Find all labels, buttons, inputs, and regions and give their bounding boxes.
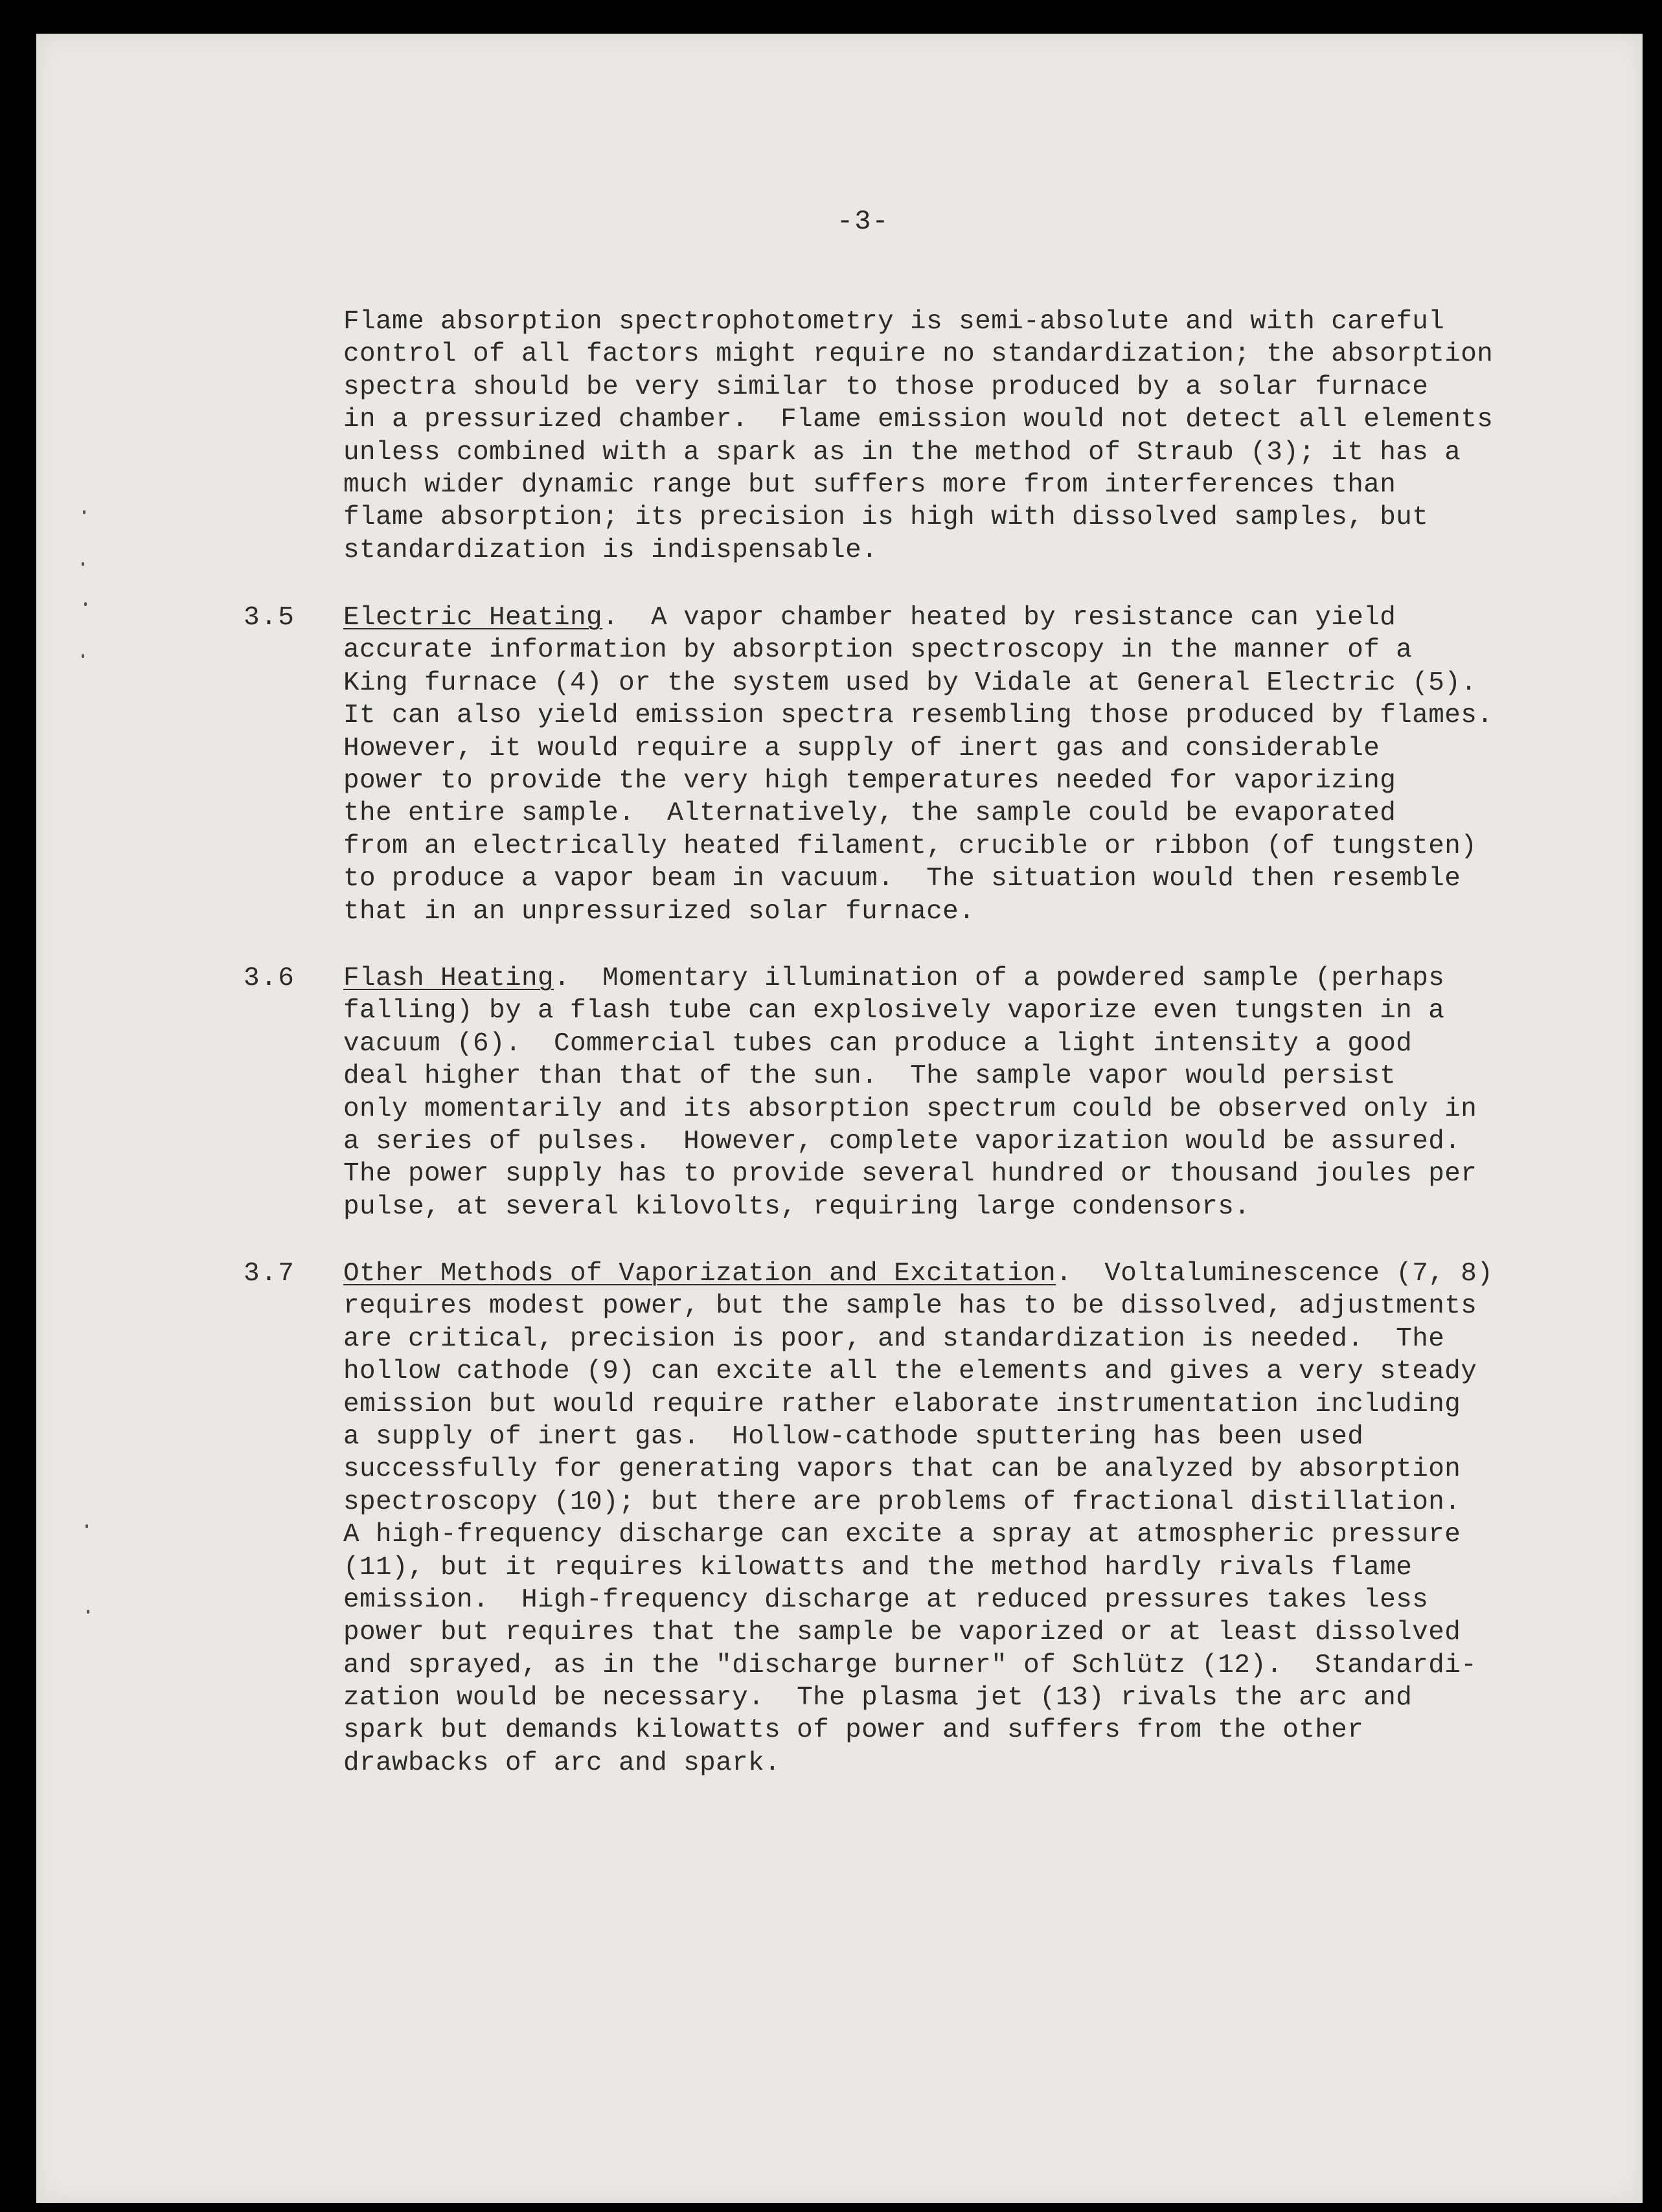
text-line: vacuum (6). Commercial tubes can produce a light intensity a good <box>343 1028 1413 1059</box>
text-line: only momentarily and its absorption spectrum could be observed only in <box>343 1094 1477 1124</box>
paper-speck <box>82 562 84 566</box>
text-line: hollow cathode (9) can excite all the elements and gives a very steady <box>343 1357 1477 1387</box>
text-line: the entire sample. Alternatively, the sample could be evaporated <box>343 798 1396 829</box>
text-line: power but requires that the sample be vaporized or at least dissolved <box>343 1618 1461 1648</box>
text-fragment: . Voltaluminescence (7, 8) <box>1056 1259 1494 1289</box>
text-line: in a pressurized chamber. Flame emission would not detect all elements <box>343 405 1494 435</box>
paper-speck <box>82 654 84 658</box>
text-line: standardization is indispensable. <box>343 535 878 565</box>
section-first-line <box>343 602 1522 634</box>
text-line: falling) by a flash tube can explosively vaporize even tungsten in a <box>343 996 1445 1026</box>
section-electric-heating <box>343 602 1522 928</box>
paper-speck <box>84 602 87 606</box>
text-fragment: . Momentary illumination of a powdered sample (perhaps <box>554 964 1445 993</box>
text-line: A high-frequency discharge can excite a spray at atmospheric pressure <box>343 1520 1461 1550</box>
text-line: that in an unpressurized solar furnace. <box>343 896 975 927</box>
text-line: deal higher than that of the sun. The sample vapor would persist <box>343 1061 1396 1092</box>
text-line: unless combined with a spark as in the method of Straub (3); it has a <box>343 437 1461 468</box>
text-line: spectroscopy (10); but there are problems of fractional distillation. <box>343 1487 1461 1517</box>
section-heading: Flash Heating <box>343 964 554 993</box>
paper-speck <box>87 1610 89 1614</box>
text-line: from an electrically heated filament, crucible or ribbon (of tungsten) <box>343 831 1477 861</box>
page-number: -3- <box>837 206 890 237</box>
text-line: a series of pulses. However, complete vaporization would be assured. <box>343 1126 1461 1157</box>
text-line: The power supply has to provide several hundred or thousand joules per <box>343 1159 1477 1190</box>
intro-paragraph <box>343 306 1522 567</box>
text-line: spark but demands kilowatts of power and suffers from the other <box>343 1715 1364 1746</box>
section-flash-heating <box>343 962 1522 1223</box>
section-first-line <box>343 1258 1522 1290</box>
text-line: However, it would require a supply of inert gas and considerable <box>343 733 1380 763</box>
section-number: 3.7 <box>244 1259 295 1289</box>
text-line: drawbacks of arc and spark. <box>343 1748 781 1778</box>
text-line: much wider dynamic range but suffers more from interferences than <box>343 469 1396 500</box>
text-line: control of all factors might require no standardization; the absorption <box>343 339 1494 370</box>
text-line: spectra should be very similar to those produced by a solar furnace <box>343 372 1429 402</box>
text-line: and sprayed, as in the "discharge burner" of Schlütz (12). Standardi- <box>343 1650 1477 1680</box>
text-line: emission but would require rather elaborate instrumentation including <box>343 1389 1461 1419</box>
paper-speck <box>83 510 85 514</box>
text-line: power to provide the very high temperatures needed for vaporizing <box>343 765 1396 796</box>
text-line: It can also yield emission spectra resembling those produced by flames. <box>343 701 1494 731</box>
text-line: successfully for generating vapors that can be analyzed by absorption <box>343 1454 1461 1485</box>
section-other-methods <box>343 1258 1522 1779</box>
text-line: emission. High-frequency discharge at reduced pressures takes less <box>343 1585 1429 1615</box>
section-number: 3.6 <box>244 964 295 993</box>
text-line: (11), but it requires kilowatts and the method hardly rivals flame <box>343 1552 1413 1583</box>
text-line: King furnace (4) or the system used by Vidale at General Electric (5). <box>343 668 1477 698</box>
text-fragment: . A vapor chamber heated by resistance can yield <box>602 603 1396 633</box>
text-line: to produce a vapor beam in vacuum. The situation would then resemble <box>343 864 1461 894</box>
text-line: requires modest power, but the sample has to be dissolved, adjustments <box>343 1291 1477 1322</box>
text-line: zation would be necessary. The plasma jet (13) rivals the arc and <box>343 1683 1413 1713</box>
text-line: a supply of inert gas. Hollow-cathode sputtering has been used <box>343 1421 1364 1452</box>
text-line: pulse, at several kilovolts, requiring large condensors. <box>343 1191 1251 1222</box>
text-line: are critical, precision is poor, and standardization is needed. The <box>343 1324 1445 1354</box>
section-first-line <box>343 962 1522 995</box>
text-line: flame absorption; its precision is high with dissolved samples, but <box>343 502 1429 533</box>
section-number: 3.5 <box>244 603 295 633</box>
section-heading: Electric Heating <box>343 603 603 633</box>
section-heading: Other Methods of Vaporization and Excitation <box>343 1259 1056 1289</box>
paper-speck <box>85 1524 88 1528</box>
text-line: accurate information by absorption spectroscopy in the manner of a <box>343 635 1413 666</box>
text-line: Flame absorption spectrophotometry is semi-absolute and with careful <box>343 307 1445 337</box>
